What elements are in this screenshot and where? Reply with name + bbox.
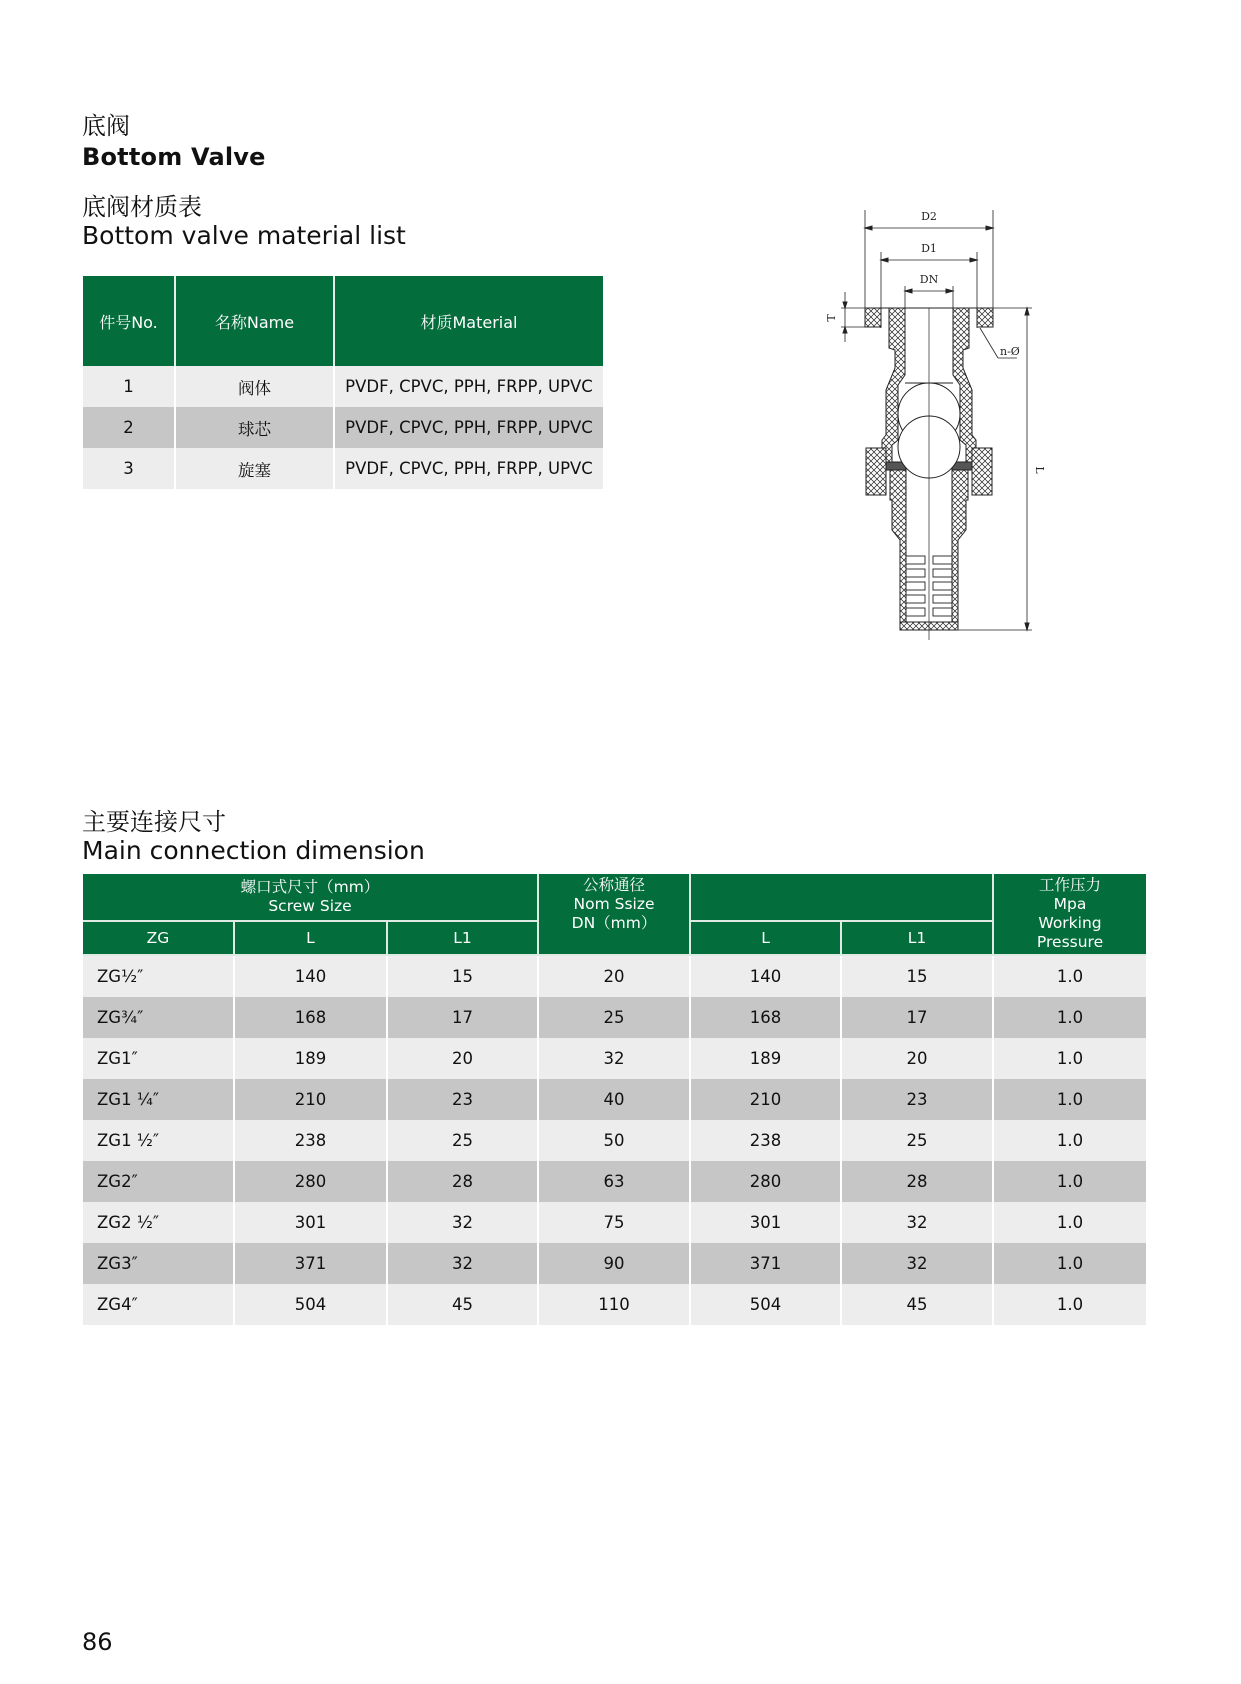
page-title-en: Bottom Valve [82, 143, 266, 171]
column-header-working-pressure [993, 874, 1146, 955]
table-row [83, 407, 603, 448]
cell-dn: 25 [538, 997, 690, 1038]
cell-l1-b: 15 [841, 955, 993, 997]
cell-l1-b: 32 [841, 1202, 993, 1243]
column-header-l: L [234, 921, 387, 955]
cell-material: PVDF, CPVC, PPH, FRPP, UPVC [334, 407, 603, 448]
cell-no: 1 [83, 366, 175, 407]
cell-l: 301 [234, 1202, 387, 1243]
pressure-cn: 工作压力 [1039, 876, 1102, 894]
cell-pressure: 1.0 [993, 1079, 1146, 1120]
cell-l1: 32 [387, 1243, 538, 1284]
union-nut-left [866, 448, 886, 495]
cell-pressure: 1.0 [993, 1243, 1146, 1284]
table-row [83, 1038, 1146, 1079]
cell-l1-b: 45 [841, 1284, 993, 1325]
cell-l: 238 [234, 1120, 387, 1161]
screw-size-en: Screw Size [268, 897, 352, 915]
valve-cross-section-drawing [820, 200, 1060, 650]
cell-dn: 90 [538, 1243, 690, 1284]
cell-no: 3 [83, 448, 175, 489]
dimension-table [83, 874, 1146, 1325]
page-title-cn: 底阀 [82, 112, 130, 140]
cell-l-b: 504 [690, 1284, 841, 1325]
dimension-table-header-top [83, 874, 1146, 921]
cell-l-b: 210 [690, 1079, 841, 1120]
cell-l1: 25 [387, 1120, 538, 1161]
cell-l1-b: 23 [841, 1079, 993, 1120]
cell-l-b: 238 [690, 1120, 841, 1161]
nom-size-cn: 公称通径 [583, 876, 646, 894]
cell-l: 210 [234, 1079, 387, 1120]
t-label: T [825, 314, 838, 322]
column-group-screw-size [83, 874, 538, 921]
cell-l1-b: 17 [841, 997, 993, 1038]
cell-pressure: 1.0 [993, 955, 1146, 997]
cell-no: 2 [83, 407, 175, 448]
table-row [83, 955, 1146, 997]
tail-wall-left [890, 470, 906, 630]
cell-dn: 50 [538, 1120, 690, 1161]
cell-l1: 17 [387, 997, 538, 1038]
cell-dn: 75 [538, 1202, 690, 1243]
table-row [83, 1243, 1146, 1284]
cell-l: 504 [234, 1284, 387, 1325]
hole-leader-line [980, 328, 998, 358]
cell-zg: ZG3″ [83, 1243, 234, 1284]
cell-l1-b: 25 [841, 1120, 993, 1161]
cell-l1: 20 [387, 1038, 538, 1079]
union-nut-right [972, 448, 992, 495]
pressure-en-1: Working [1038, 914, 1102, 932]
dn-label: DN [919, 273, 939, 286]
cell-pressure: 1.0 [993, 1202, 1146, 1243]
table-row [83, 1120, 1146, 1161]
dimension-table-body [83, 955, 1146, 1325]
cell-name: 球芯 [175, 407, 334, 448]
pressure-en-2: Pressure [1036, 933, 1104, 951]
tail-wall-right [952, 470, 968, 630]
column-header-nom-size [538, 874, 690, 955]
column-header-l1-b: L1 [841, 921, 993, 955]
cell-l-b: 371 [690, 1243, 841, 1284]
cell-l1-b: 28 [841, 1161, 993, 1202]
cell-dn: 32 [538, 1038, 690, 1079]
cell-l: 371 [234, 1243, 387, 1284]
pressure-unit: Mpa [1053, 895, 1087, 913]
cell-zg: ZG1 ¼″ [83, 1079, 234, 1120]
cell-l1-b: 20 [841, 1038, 993, 1079]
d1-label: D1 [921, 242, 937, 255]
cell-l1-b: 32 [841, 1243, 993, 1284]
cell-l: 280 [234, 1161, 387, 1202]
table-row [83, 1284, 1146, 1325]
cell-l1: 28 [387, 1161, 538, 1202]
material-section-title-en: Bottom valve material list [82, 221, 406, 250]
cell-pressure: 1.0 [993, 997, 1146, 1038]
table-row [83, 1079, 1146, 1120]
cell-pressure: 1.0 [993, 1161, 1146, 1202]
cell-zg: ZG½″ [83, 955, 234, 997]
cell-l1: 15 [387, 955, 538, 997]
table-row [83, 1202, 1146, 1243]
cell-dn: 110 [538, 1284, 690, 1325]
cell-material: PVDF, CPVC, PPH, FRPP, UPVC [334, 448, 603, 489]
cell-l-b: 168 [690, 997, 841, 1038]
column-header-name: 名称Name [175, 276, 334, 366]
cell-name: 旋塞 [175, 448, 334, 489]
material-table-header [83, 276, 603, 366]
flange-left-outer [865, 308, 881, 327]
flange-right-outer [977, 308, 993, 327]
table-row [83, 366, 603, 407]
d2-label: D2 [921, 210, 937, 223]
cell-l-b: 280 [690, 1161, 841, 1202]
cell-zg: ZG1 ½″ [83, 1120, 234, 1161]
cell-dn: 20 [538, 955, 690, 997]
column-header-l-b: L [690, 921, 841, 955]
cell-pressure: 1.0 [993, 1284, 1146, 1325]
cell-l1: 32 [387, 1202, 538, 1243]
cell-l: 168 [234, 997, 387, 1038]
cell-zg: ZG2 ½″ [83, 1202, 234, 1243]
column-header-no: 件号No. [83, 276, 175, 366]
material-section-title-cn: 底阀材质表 [82, 193, 202, 221]
cell-l-b: 301 [690, 1202, 841, 1243]
column-header-l1: L1 [387, 921, 538, 955]
cell-dn: 40 [538, 1079, 690, 1120]
table-row [83, 997, 1146, 1038]
cell-dn: 63 [538, 1161, 690, 1202]
cell-zg: ZG1″ [83, 1038, 234, 1079]
column-header-zg: ZG [83, 921, 234, 955]
cell-l1: 45 [387, 1284, 538, 1325]
cell-pressure: 1.0 [993, 1038, 1146, 1079]
cell-zg: ZG4″ [83, 1284, 234, 1325]
cell-zg: ZG2″ [83, 1161, 234, 1202]
column-group-blank [690, 874, 993, 921]
cell-l-b: 189 [690, 1038, 841, 1079]
table-row [83, 448, 603, 489]
cell-material: PVDF, CPVC, PPH, FRPP, UPVC [334, 366, 603, 407]
page-number: 86 [82, 1628, 113, 1656]
cell-l: 140 [234, 955, 387, 997]
nom-size-en: Nom Ssize [573, 895, 655, 913]
dimension-section-title-cn: 主要连接尺寸 [82, 808, 226, 836]
table-row [83, 1161, 1146, 1202]
hole-label: n-Ø [1000, 345, 1020, 358]
cell-name: 阀体 [175, 366, 334, 407]
cell-l1: 23 [387, 1079, 538, 1120]
l-label: L [1033, 466, 1046, 474]
cell-l-b: 140 [690, 955, 841, 997]
screw-size-cn: 螺口式尺寸（mm） [240, 878, 380, 896]
cell-pressure: 1.0 [993, 1120, 1146, 1161]
cell-l: 189 [234, 1038, 387, 1079]
material-table [83, 276, 603, 489]
dimension-section-title-en: Main connection dimension [82, 836, 425, 865]
cell-zg: ZG¾″ [83, 997, 234, 1038]
column-header-material: 材质Material [334, 276, 603, 366]
nom-size-unit: DN（mm） [571, 914, 657, 932]
